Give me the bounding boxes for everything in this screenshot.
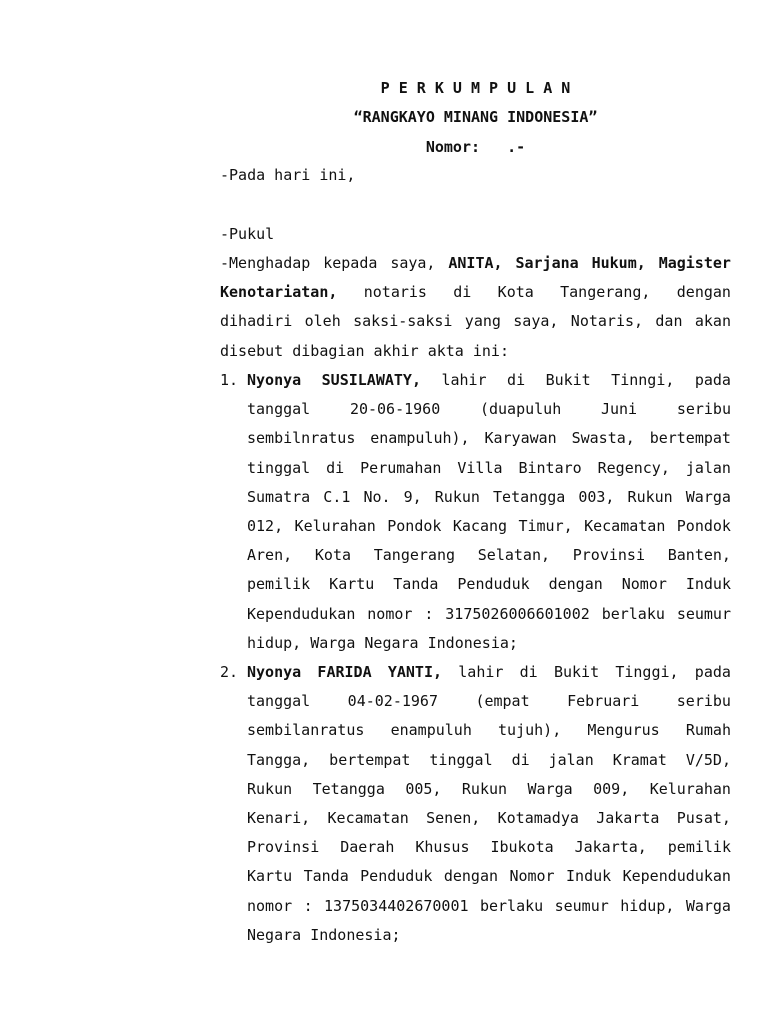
time-line: -Pukul [220, 225, 275, 243]
word: enampuluh), [370, 429, 470, 448]
word: Kecamatan [584, 517, 666, 535]
word: Kependudukan [247, 604, 356, 623]
word: dan [655, 312, 683, 331]
word: : [424, 604, 434, 623]
word: Magister [658, 254, 731, 272]
word: Rumah [685, 721, 731, 740]
word: Tangga, [247, 750, 311, 769]
word: lahir [458, 663, 504, 681]
word: saya, [390, 254, 436, 272]
word: tanggal [247, 692, 311, 711]
word: Warga [685, 896, 731, 915]
word: Kota [497, 283, 534, 302]
word: Tetangga [493, 487, 566, 506]
word: Tanda [393, 575, 439, 594]
word: 009, [593, 779, 630, 798]
word: 1375034402670001 [324, 896, 469, 915]
word: Daerah [340, 838, 395, 857]
word: Penduduk [457, 575, 530, 594]
word: YANTI, [387, 663, 443, 681]
word: Warga [527, 779, 573, 798]
word: Kota [314, 546, 352, 565]
word: Khusus [415, 838, 470, 857]
word: FARIDA [317, 663, 372, 681]
party-line [247, 371, 731, 389]
appearance-line [220, 283, 731, 301]
word: ANITA, [448, 254, 503, 272]
word: pemilik [667, 838, 731, 857]
word: Tetangga [312, 779, 385, 798]
word: bertempat [329, 750, 411, 769]
word: Mengurus [587, 721, 660, 740]
word: disebut dibagian akhir akta ini: [220, 341, 509, 360]
word: seumur [676, 604, 731, 623]
word: Banten, [667, 546, 731, 565]
word: Pusat, [676, 809, 731, 827]
word: notaris [363, 283, 427, 302]
word: C.1 [323, 487, 351, 506]
word: 20-06-1960 [349, 400, 441, 419]
word: Selatan, [477, 546, 551, 565]
word: enampuluh [390, 721, 472, 740]
party-line [247, 488, 731, 506]
word: di [519, 663, 538, 681]
party-line [247, 605, 731, 623]
word: SUSILAWATY, [321, 371, 421, 389]
word: hidup, [620, 896, 675, 915]
word: Nyonya [247, 371, 302, 389]
word: Kotamadya [497, 809, 579, 827]
word: jalan [548, 750, 594, 769]
word: -Menghadap [220, 254, 311, 272]
word: seribu [676, 400, 731, 419]
word: Kelurahan [649, 779, 731, 798]
word: Penduduk [360, 867, 433, 886]
word: Pondok [387, 517, 442, 535]
word: 3175026006601002 [445, 604, 590, 623]
word: Provinsi [572, 546, 645, 565]
word: Rukun [247, 779, 293, 798]
word: bertempat [649, 429, 731, 448]
word: 003, [578, 487, 615, 506]
party-line [247, 926, 401, 944]
appearance-line [220, 342, 509, 360]
party-line [247, 721, 731, 739]
word: : [303, 896, 313, 915]
word: berlaku [601, 604, 665, 623]
party-line [247, 867, 731, 885]
word: Karyawan [484, 429, 557, 448]
party-line [247, 692, 731, 710]
word: Sumatra [247, 487, 311, 506]
word: Kartu [329, 575, 375, 594]
word: di [453, 283, 472, 302]
word: nomor [247, 896, 293, 915]
word: Nomor [509, 867, 555, 886]
party-line [247, 663, 731, 681]
word: saya, [513, 312, 559, 331]
word: dengan [548, 575, 603, 594]
word: Notaris, [570, 312, 644, 331]
word: Rukun [434, 487, 480, 506]
party-line [247, 838, 731, 856]
party-line [247, 400, 731, 418]
word: tinggal [429, 750, 493, 769]
party-line [247, 780, 731, 798]
word: Aren, [247, 546, 293, 565]
word: dihadiri [220, 312, 293, 331]
word: Februari [567, 692, 640, 711]
appearance-line [220, 312, 731, 330]
word: Negara Indonesia; [247, 925, 401, 944]
word: Senen, [426, 809, 481, 827]
party-line [247, 897, 731, 915]
party-number: 2. [220, 663, 239, 681]
word: Kartu [247, 867, 293, 886]
word: Nomor [621, 575, 667, 594]
word: di [507, 371, 526, 389]
word: Tangerang [373, 546, 456, 565]
word: di [326, 458, 345, 477]
word: dengan [676, 283, 731, 302]
day-line: -Pada hari ini, [220, 166, 356, 184]
party-number: 1. [220, 371, 239, 389]
word: No. [363, 487, 391, 506]
word: Rukun [461, 779, 508, 798]
word: Regency, [597, 458, 670, 477]
party-line [247, 575, 731, 593]
word: Swasta, [571, 429, 635, 448]
word: 9, [403, 487, 422, 506]
word: Kenotariatan, [220, 283, 338, 302]
word: Tangerang, [560, 283, 651, 302]
party-line [247, 517, 731, 535]
association-name: “RANGKAYO MINANG INDONESIA” [353, 108, 598, 126]
word: Bintaro [518, 458, 582, 477]
word: Kecamatan [327, 809, 409, 827]
word: Villa [457, 458, 503, 477]
word: Induk [685, 575, 731, 594]
word: 04-02-1967 [347, 692, 438, 711]
deed-number: Nomor: .- [425, 138, 526, 156]
word: tinggal [247, 458, 311, 477]
word: V/5D, [685, 750, 731, 769]
word: Tanda [303, 867, 349, 886]
word: lahir [441, 371, 487, 389]
word: di [511, 750, 530, 769]
word: jalan [685, 458, 731, 477]
word: Kramat [612, 750, 667, 769]
word: berlaku [479, 896, 544, 915]
word: Tinngi, [611, 371, 675, 389]
word: dengan [443, 867, 499, 886]
word: tujuh), [498, 721, 562, 740]
word: oleh [304, 312, 341, 331]
word: 012, [247, 517, 284, 535]
word: Tinggi, [615, 663, 679, 681]
word: Juni [600, 400, 638, 419]
appearance-line [220, 254, 731, 272]
word: kepada [323, 254, 378, 272]
party-line [247, 459, 731, 477]
word: Kenari, [247, 809, 311, 827]
word: akan [694, 312, 731, 331]
word: Perumahan [360, 458, 442, 477]
word: Rukun [627, 487, 673, 506]
word: Hukum, [591, 254, 646, 272]
word: sembilanratus [247, 721, 365, 740]
word: seribu [676, 692, 731, 711]
word: (empat [475, 692, 530, 711]
word: Nyonya [247, 663, 302, 681]
word: pada [694, 663, 731, 681]
word: Jakarta, [574, 838, 647, 857]
word: tanggal [247, 400, 311, 419]
word: hidup, Warga Negara Indonesia; [247, 633, 518, 652]
word: seumur [554, 896, 609, 915]
word: Warga [685, 487, 731, 506]
word: Ibukota [490, 838, 554, 857]
word: Induk [566, 867, 612, 886]
word: Bukit [553, 663, 600, 681]
word: Timur, [518, 517, 573, 535]
party-line [247, 809, 731, 827]
word: Kacang [452, 517, 508, 535]
document-title: P E R K U M P U L A N [380, 79, 571, 97]
party-line [247, 751, 731, 769]
word: nomor [367, 604, 413, 623]
party-line [247, 634, 518, 652]
word: 005, [405, 779, 442, 798]
word: Jakarta [596, 809, 660, 827]
word: sembilnratus [247, 429, 356, 448]
party-line [247, 429, 731, 447]
word: Kependudukan [622, 867, 731, 886]
word: pemilik [247, 575, 311, 594]
party-line [247, 546, 731, 564]
word: pada [694, 371, 731, 389]
word: Pondok [676, 517, 731, 535]
word: saksi-saksi [353, 312, 453, 331]
word: (duapuluh [479, 400, 562, 419]
word: yang [464, 312, 501, 331]
word: Provinsi [247, 838, 320, 857]
word: Sarjana [515, 254, 579, 272]
word: Bukit [545, 371, 591, 389]
word: Kelurahan [294, 517, 376, 535]
